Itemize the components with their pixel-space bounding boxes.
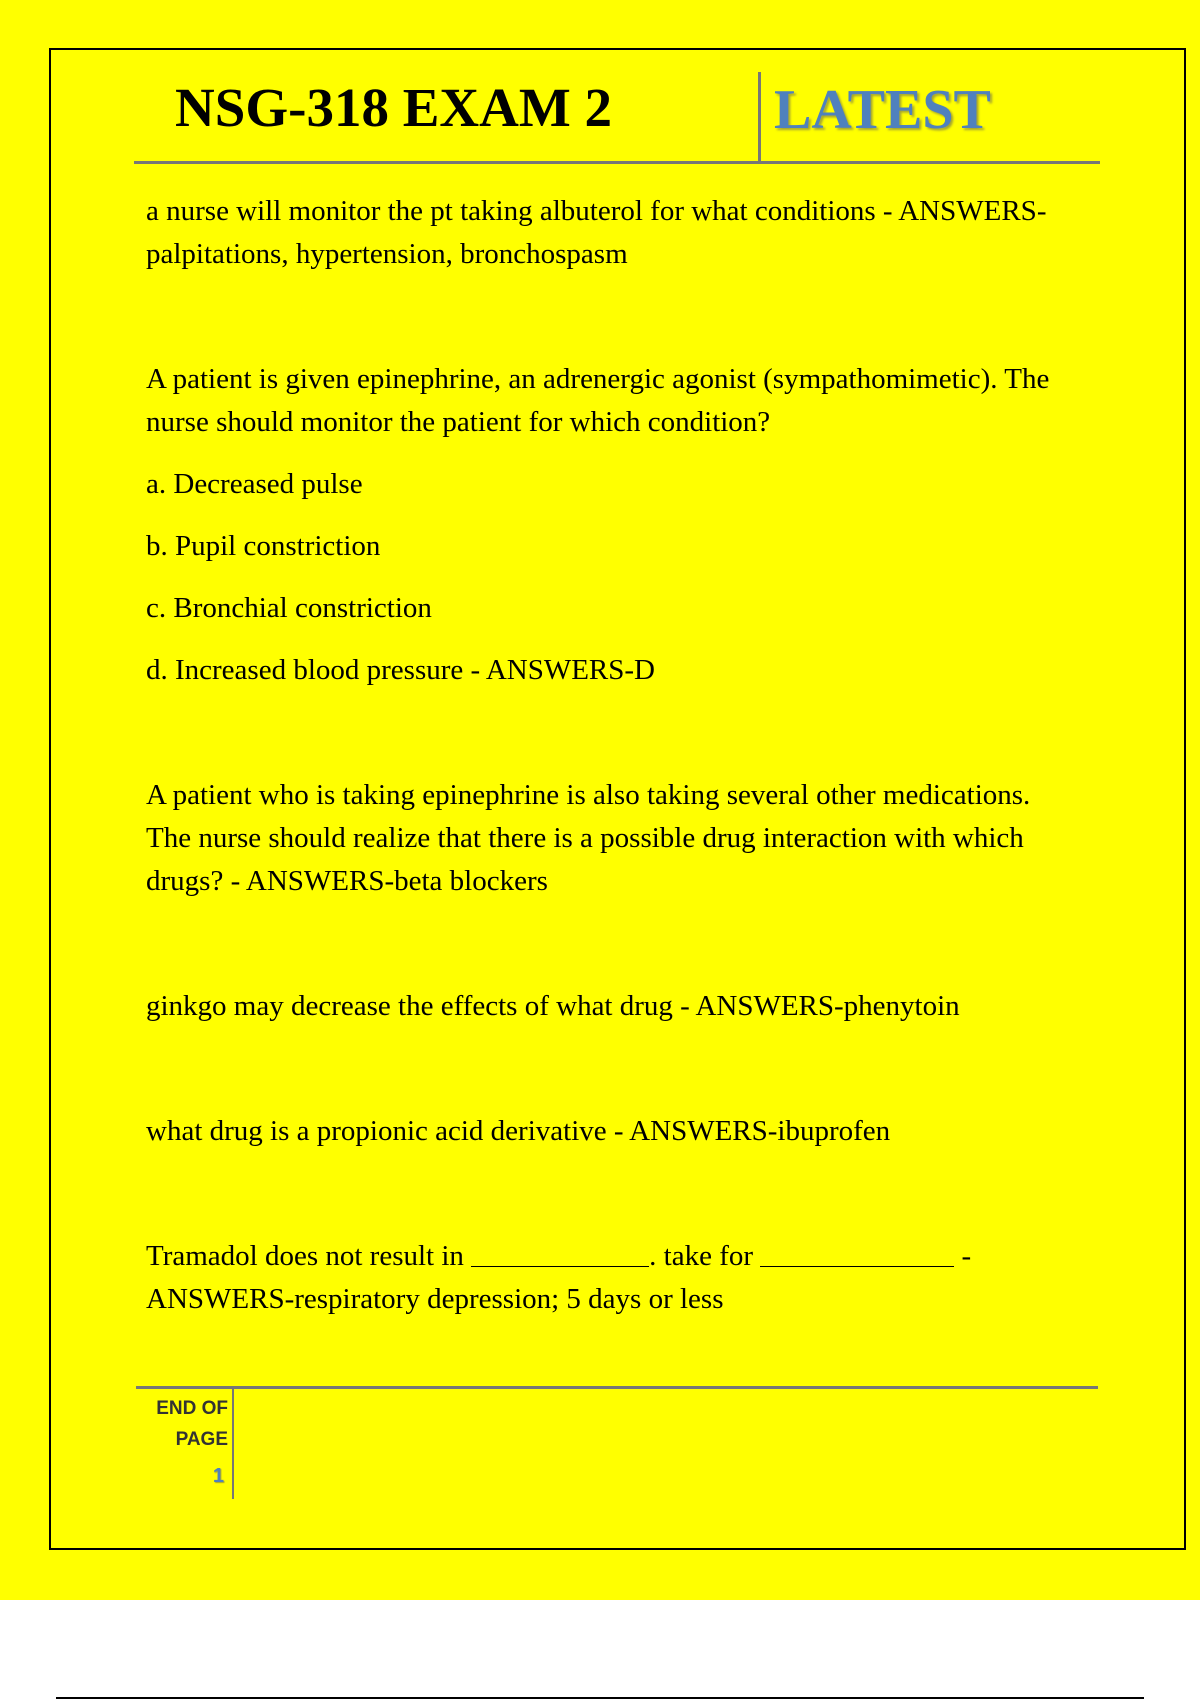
question-propionic-acid: what drug is a propionic acid derivative - ANSWERS-ibuprofen [146,1115,891,1147]
question-epinephrine-monitoring [146,358,1076,692]
document-title: NSG-318 EXAM 2 [175,77,612,138]
question-stem: A patient is given epinephrine, an adrenergic agonist (sympathomimetic). The nurse should monitor the patient for which condition? [146,363,1050,438]
question-albuterol: a nurse will monitor the pt taking albuterol for what conditions - ANSWERS-palpitations, hypertension, bronchospasm [146,195,1047,270]
answer-option-b: b. Pupil constriction [146,530,381,562]
answer-option-c: c. Bronchial constriction [146,592,432,624]
title-divider [758,72,761,161]
footer-rule [136,1386,1098,1389]
tramadol-text-part-1: Tramadol does not result in [146,1240,472,1272]
end-of-page-label: END OF PAGE [156,1398,228,1450]
question-drug-interaction: A patient who is taking epinephrine is also taking several other medications. The nurse should realize that there is a possible drug interaction with which drugs? - ANSWERS-beta blockers [146,779,1031,897]
question-tramadol [146,1235,1076,1321]
fill-in-blank-1 [471,1236,649,1267]
tramadol-text-part-2: . take for [649,1240,761,1272]
footer-divider [232,1389,234,1499]
question-list [146,190,1076,1321]
bottom-separator [56,1697,1144,1699]
document-header [134,70,1100,164]
page-number: 1 [212,1465,224,1487]
title-accent-label: LATEST [774,79,991,141]
answer-option-a: a. Decreased pulse [146,468,363,500]
answer-option-d: d. Increased blood pressure - ANSWERS-D [146,654,656,686]
question-ginkgo: ginkgo may decrease the effects of what drug - ANSWERS-phenytoin [146,990,960,1022]
fill-in-blank-2 [760,1236,954,1267]
tramadol-text-part-3: - ANSWERS-respiratory depression; 5 days or less [146,1240,972,1315]
